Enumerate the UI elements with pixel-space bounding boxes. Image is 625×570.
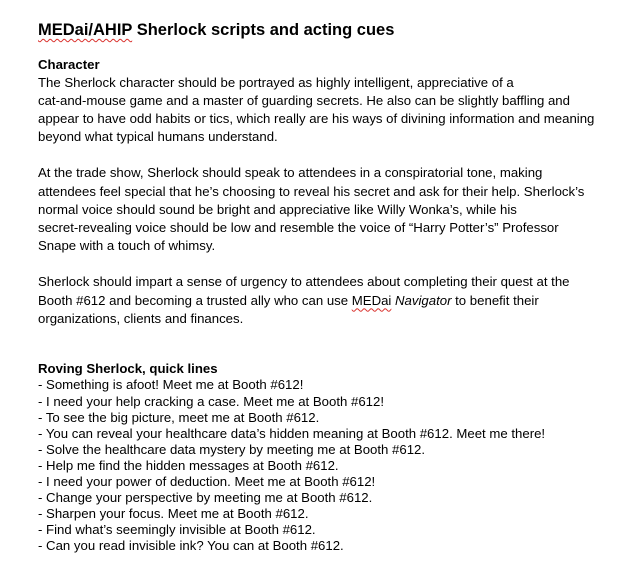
paragraph-line: appear to have odd habits or tics, which really are his ways of divining information and meaning <box>38 110 595 126</box>
brand-name: MEDai <box>351 292 392 308</box>
character-section <box>38 57 618 328</box>
list-item: - Can you read invisible ink? You can at Booth #612. <box>38 538 344 554</box>
paragraph-gap <box>38 255 618 273</box>
paragraph-line: Sherlock should impart a sense of urgency to attendees about completing their quest at the <box>38 274 570 290</box>
paragraph-line: cat-and-mouse game and a master of guarding secrets. He also can be slightly baffling and <box>38 92 570 108</box>
list-item: - You can reveal your healthcare data’s hidden meaning at Booth #612. Meet me there! <box>38 425 546 441</box>
paragraph-line: beyond what typical humans understand. <box>38 129 278 145</box>
list-item: - Solve the healthcare data mystery by meeting me at Booth #612. <box>38 441 426 457</box>
paragraph-line: At the trade show, Sherlock should speak to attendees in a conspiratorial tone, making <box>38 165 543 181</box>
paragraph-line: organizations, clients and finances. <box>38 310 244 326</box>
line-text: to benefit their <box>451 292 539 308</box>
line-text: Booth #612 and becoming a trusted ally who can use <box>38 292 352 308</box>
list-item: - I need your help cracking a case. Meet me at Booth #612! <box>38 393 385 409</box>
list-item: - Change your perspective by meeting me at Booth #612. <box>38 490 373 506</box>
paragraph-line: secret-revealing voice should be low and resemble the voice of “Harry Potter’s” Professor <box>38 219 559 235</box>
paragraph-line: attendees feel special that he’s choosing to reveal his secret and ask for their help. Sherlock’s <box>38 183 585 199</box>
list-item: - Sharpen your focus. Meet me at Booth #612. <box>38 506 309 522</box>
paragraph-line: Snape with a touch of whimsy. <box>38 238 216 254</box>
title-rest: Sherlock scripts and acting cues <box>132 21 395 39</box>
character-paragraph-2 <box>38 164 618 255</box>
paragraph-line: normal voice should sound be bright and appreciative like Willy Wonka’s, while his <box>38 201 517 217</box>
document-title <box>38 20 618 41</box>
paragraph-line: The Sherlock character should be portrayed as highly intelligent, appreciative of a <box>38 74 514 90</box>
list-item: - To see the big picture, meet me at Booth #612. <box>38 409 320 425</box>
document-page <box>38 20 618 554</box>
character-paragraph-3 <box>38 273 618 328</box>
list-item: - Help me find the hidden messages at Booth #612. <box>38 457 339 473</box>
roving-section <box>38 361 618 555</box>
list-item: - Find what’s seemingly invisible at Booth #612. <box>38 522 316 538</box>
product-name: Navigator <box>395 292 452 308</box>
paragraph-line <box>38 292 618 310</box>
list-item: - I need your power of deduction. Meet me at Booth #612! <box>38 474 376 489</box>
character-paragraph-1 <box>38 74 618 147</box>
paragraph-gap <box>38 146 618 164</box>
roving-heading: Roving Sherlock, quick lines <box>38 360 218 376</box>
list-item: - Something is afoot! Meet me at Booth #612! <box>38 377 304 393</box>
quick-lines-list <box>38 377 618 554</box>
title-prefix: MEDai/AHIP <box>38 21 133 39</box>
character-heading: Character <box>38 57 100 72</box>
